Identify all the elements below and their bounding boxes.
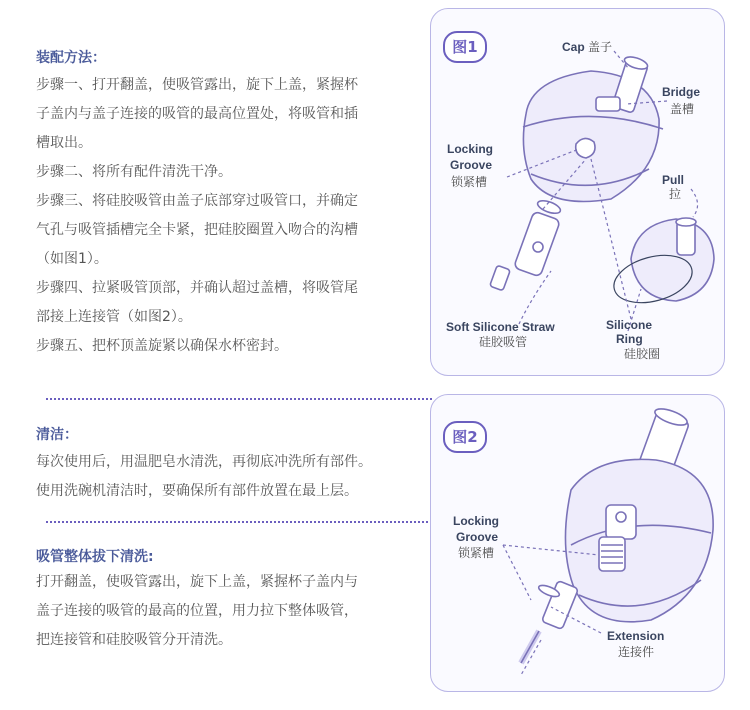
locking-groove-label-en-1: Locking [453,514,500,528]
locking-groove-label-zh: 锁紧槽 [458,546,495,560]
assembly-line: （如图1）。 [36,251,108,267]
pull-label-zh: 拉 [669,187,682,201]
cap-label [562,40,612,54]
bridge-label-zh: 盖槽 [670,102,695,116]
assembly-line: 气孔与吸管插槽完全卡紧，把硅胶圈置入吻合的沟槽 [36,222,358,238]
cleaning-heading: 清洁： [36,427,78,443]
locking-groove-label-en-2: Groove [456,530,499,544]
assembly-line: 部接上连接管（如图2）。 [36,309,192,325]
silicone-straw-label-en: Soft Silicone Straw [446,320,555,334]
bridge-label-en: Bridge [662,85,701,99]
figure-2-badge: 图2 [443,421,487,453]
cleaning-body [36,448,372,506]
figure-1-panel [430,8,725,376]
locking-groove-label-zh: 锁紧槽 [451,175,488,189]
dotted-divider [46,521,432,523]
silicone-ring-label-en-2: Ring [616,332,643,346]
removal-line: 把连接管和硅胶吸管分开清洗。 [36,632,232,648]
assembly-line: 步骤四、拉紧吸管顶部，并确认超过盖槽，将吸管尾 [36,280,358,296]
locking-groove-label-en-2: Groove [450,158,493,172]
extension-label-en: Extension [607,629,665,643]
removal-line: 盖子连接的吸管的最高的位置，用力拉下整体吸管， [36,603,358,619]
removal-heading: 吸管整体拔下清洗: [36,549,154,565]
assembly-body [36,71,358,361]
locking-groove-label-en-1: Locking [447,142,494,156]
assembly-line: 步骤五、把杯顶盖旋紧以确保水杯密封。 [36,338,288,354]
silicone-straw-label-zh: 硅胶吸管 [479,335,528,349]
extension-label-zh: 连接件 [618,645,655,659]
silicone-ring-label-zh: 硅胶圈 [624,347,661,361]
assembly-line: 步骤二、将所有配件清洗干净。 [36,164,232,180]
cleaning-line: 每次使用后，用温肥皂水清洗，再彻底冲洗所有部件。 [36,454,372,470]
assembly-line: 步骤三、将硅胶吸管由盖子底部穿过吸管口，并确定 [36,193,358,209]
assembly-line: 步骤一、打开翻盖，使吸管露出，旋下上盖，紧握杯 [36,77,358,93]
pull-label-en: Pull [662,173,685,187]
dotted-divider [46,398,432,400]
figure-1-badge: 图1 [443,31,487,63]
assembly-line: 槽取出。 [36,135,92,151]
assembly-line: 子盖内与盖子连接的吸管的最高位置处，将吸管和插 [36,106,358,122]
figure-2-panel [430,394,725,692]
removal-line: 打开翻盖，使吸管露出，旋下上盖，紧握杯子盖内与 [36,574,358,590]
cap-label-zh: 盖子 [588,40,613,54]
removal-body [36,568,358,655]
assembly-heading: 装配方法： [36,50,106,66]
cap-label-en: Cap [562,40,585,54]
cleaning-line: 使用洗碗机清洁时，要确保所有部件放置在最上层。 [36,483,358,499]
silicone-ring-label-en-1: Silicone [606,318,653,332]
